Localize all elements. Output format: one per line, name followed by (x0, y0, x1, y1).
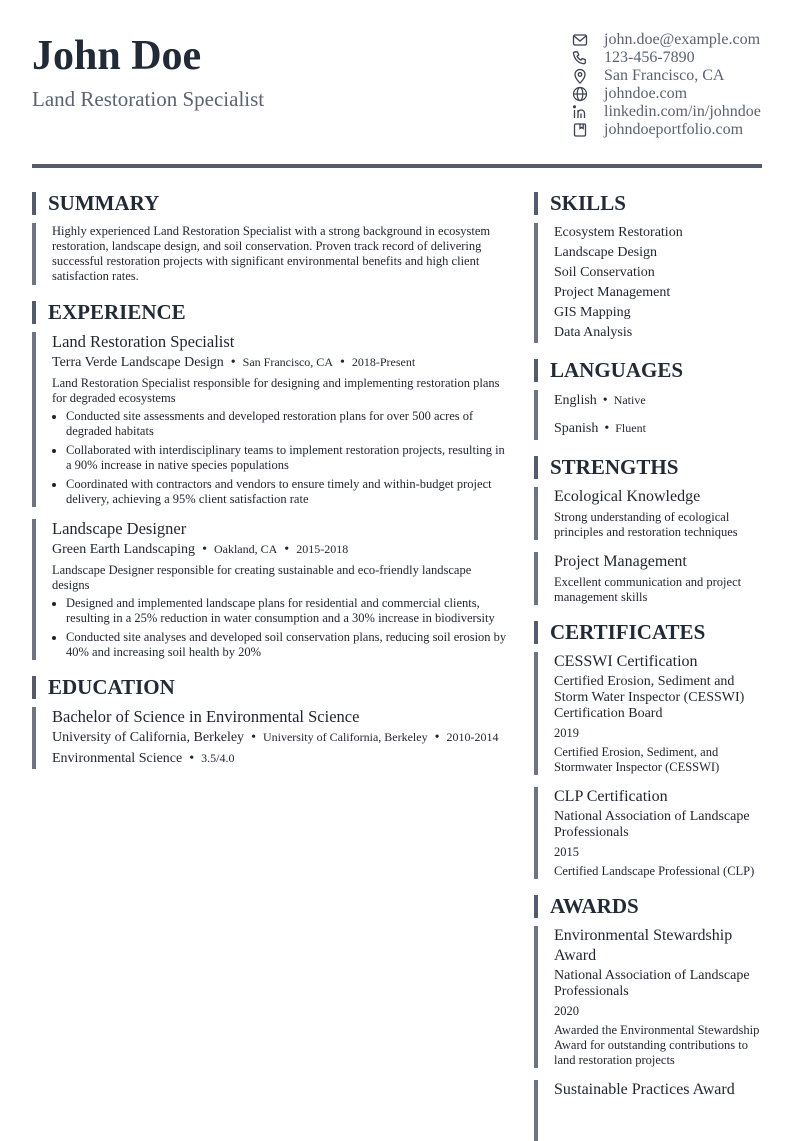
awards-heading: AWARDS (534, 895, 762, 918)
linkedin-icon (572, 104, 588, 120)
spacer (32, 285, 510, 301)
language-item (554, 418, 762, 439)
contact-email-text: john.doe@example.com (604, 31, 761, 48)
spacer (534, 540, 762, 552)
contact-phone[interactable] (572, 49, 772, 67)
spacer (32, 215, 510, 223)
skill-item: Soil Conservation (554, 265, 655, 280)
spacer (534, 879, 762, 895)
certificate-title: CESSWI Certification (554, 653, 698, 670)
degree-title: Bachelor of Science in Environmental Science (52, 707, 360, 726)
language-name: Spanish (554, 421, 599, 436)
certificate-description: Certified Erosion, Sediment, and Stormwater Inspector (CESSWI) (554, 745, 720, 774)
contact-portfolio-text: johndoeportfolio.com (604, 121, 744, 138)
job-meta (52, 352, 510, 373)
job-achievements (52, 596, 510, 660)
achievement-item: • Designed and implemented landscape plans for residential and commercial clients, resulting in a 25% reduction in water consumption and a 30% increase in biodiversity (66, 596, 510, 626)
skill-item: Landscape Design (554, 245, 658, 260)
candidate-role: Land Restoration Specialist (32, 87, 265, 111)
skill-item: GIS Mapping (554, 305, 631, 320)
language-name: English (554, 393, 597, 408)
spacer (534, 775, 762, 787)
globe-icon (572, 86, 588, 102)
certificate-description: Certified Landscape Professional (CLP) (554, 864, 755, 878)
languages-list (534, 390, 762, 440)
contact-website-text: johndoe.com (604, 85, 688, 102)
separator-dot: • (339, 355, 345, 370)
field-of-study: Environmental Science (52, 751, 183, 766)
award-title: Environmental Stewardship Award (554, 927, 733, 964)
school-name: University of California, Berkeley (52, 730, 245, 745)
separator-dot: • (602, 393, 608, 408)
award-item (534, 1080, 762, 1141)
right-column (534, 192, 762, 1141)
spacer (534, 1068, 762, 1080)
skills-list (534, 223, 762, 343)
contact-location (572, 67, 772, 85)
education-item (32, 707, 510, 769)
skills-heading: SKILLS (534, 192, 762, 215)
achievement-item: • Collaborated with interdisciplinary teams to implement restoration projects, resulting in a 90% increase in native species populations (66, 443, 510, 473)
certificate-item (534, 787, 762, 879)
separator-dot: • (202, 542, 207, 557)
achievement-item: • Conducted site assessments and developed restoration plans for over 500 acres of degraded habitats (66, 409, 510, 439)
job-title: Land Restoration Specialist (52, 332, 235, 351)
separator-dot: • (604, 421, 610, 436)
spacer (534, 644, 762, 652)
job-description: Landscape Designer responsible for creating sustainable and eco-friendly landscape designs (52, 563, 472, 592)
contact-website[interactable] (572, 85, 772, 103)
contact-list (572, 31, 772, 139)
experience-item (32, 519, 510, 660)
spacer (32, 507, 510, 519)
spacer (534, 479, 762, 487)
spacer (534, 343, 762, 359)
strength-description: Excellent communication and project management skills (554, 575, 742, 604)
certificate-year: 2015 (554, 845, 579, 859)
job-company: Green Earth Landscaping (52, 542, 196, 557)
gpa: 3.5/4.0 (201, 751, 235, 765)
experience-item (32, 332, 510, 507)
certificate-year: 2019 (554, 726, 579, 740)
strengths-heading: STRENGTHS (534, 456, 762, 479)
certificate-item (534, 652, 762, 775)
experience-heading: EXPERIENCE (32, 301, 510, 324)
summary-heading: SUMMARY (32, 192, 510, 215)
header-divider (32, 164, 762, 168)
language-level: Fluent (615, 421, 646, 435)
award-issuer: National Association of Landscape Professionals (554, 968, 750, 999)
spacer (32, 324, 510, 332)
education-meta (52, 727, 510, 748)
spacer (534, 605, 762, 621)
job-dates: 2015-2018 (296, 542, 349, 556)
language-item (554, 390, 762, 411)
strength-item (534, 487, 762, 540)
certificate-title: CLP Certification (554, 788, 668, 805)
spacer (32, 699, 510, 707)
language-level: Native (613, 393, 646, 407)
school-location: University of California, Berkeley (262, 730, 428, 744)
skill-item: Ecosystem Restoration (554, 225, 683, 240)
spacer (534, 215, 762, 223)
spacer (534, 918, 762, 926)
job-achievements (52, 409, 510, 507)
separator-dot: • (434, 730, 440, 745)
job-dates: 2018-Present (351, 355, 416, 369)
job-description: Land Restoration Specialist responsible for designing and implementing restoration plans for degraded ecosystems (52, 376, 500, 405)
summary-text: Highly experienced Land Restoration Specialist with a strong background in ecosystem restoration, landscape design, and soil conservation. Proven track record of delivering successful restoration projects with significant environmental benefits and high client satisfaction rates. (52, 224, 491, 283)
award-item (534, 926, 762, 1068)
skill-item: Project Management (554, 285, 671, 300)
location-icon (572, 68, 588, 84)
job-meta (52, 539, 510, 560)
contact-email[interactable] (572, 31, 772, 49)
award-year: 2020 (554, 1004, 579, 1018)
left-column (32, 192, 510, 769)
contact-location-text: San Francisco, CA (604, 67, 725, 84)
languages-heading: LANGUAGES (534, 359, 762, 382)
certificates-heading: CERTIFICATES (534, 621, 762, 644)
job-title: Landscape Designer (52, 519, 187, 538)
phone-icon (572, 50, 588, 66)
spacer (32, 660, 510, 676)
skill-item: Data Analysis (554, 325, 633, 340)
contact-linkedin-text: linkedin.com/in/johndoe (604, 103, 761, 120)
achievement-item: • Conducted site analyses and developed soil conservation plans, reducing soil erosion by 40% and increasing soil health by 20% (66, 630, 510, 660)
separator-dot: • (189, 751, 195, 766)
education-field-row (52, 748, 510, 769)
contact-phone-text: 123-456-7890 (604, 49, 695, 66)
separator-dot: • (251, 730, 256, 745)
contact-linkedin[interactable] (572, 103, 772, 121)
contact-portfolio[interactable] (572, 121, 772, 139)
job-location: San Francisco, CA (242, 355, 333, 369)
job-location: Oakland, CA (213, 542, 278, 556)
certificate-issuer: Certified Erosion, Sediment and Storm Water Inspector (CESSWI) Certification Board (554, 674, 745, 721)
spacer (534, 382, 762, 390)
certificate-issuer: National Association of Landscape Professionals (554, 809, 750, 840)
spacer (534, 440, 762, 456)
separator-dot: • (284, 542, 290, 557)
award-description: Awarded the Environmental Stewardship Award for outstanding contributions to land restoration projects (554, 1023, 760, 1067)
achievement-item: • Coordinated with contractors and vendors to ensure timely and within-budget project delivery, achieving a 95% client satisfaction rate (66, 477, 510, 507)
education-heading: EDUCATION (32, 676, 510, 699)
mail-icon (572, 32, 588, 48)
strength-title: Ecological Knowledge (554, 488, 701, 505)
strength-item (534, 552, 762, 605)
strength-title: Project Management (554, 553, 687, 570)
separator-dot: • (230, 355, 236, 370)
education-dates: 2010-2014 (446, 730, 499, 744)
award-title: Sustainable Practices Award (554, 1081, 735, 1098)
strength-description: Strong understanding of ecological principles and restoration techniques (554, 510, 738, 539)
portfolio-icon (572, 122, 588, 138)
job-company: Terra Verde Landscape Design (52, 355, 224, 370)
summary-section (32, 223, 510, 285)
candidate-name: John Doe (32, 33, 202, 79)
